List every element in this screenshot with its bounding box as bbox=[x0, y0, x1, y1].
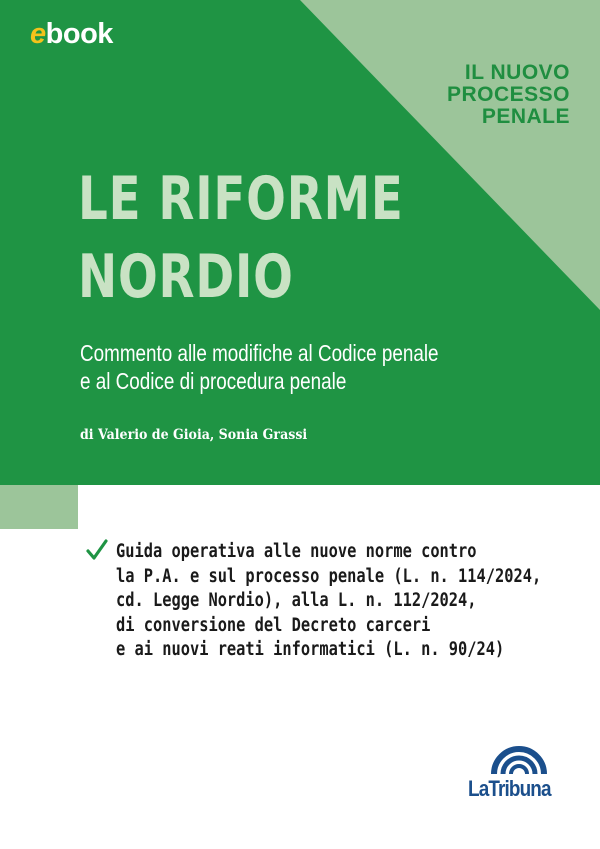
description-line-5: e ai nuovi reati informatici (L. n. 90/24) bbox=[116, 639, 505, 660]
check-mark-icon bbox=[86, 538, 108, 562]
publisher-name: LaTribuna bbox=[468, 776, 551, 801]
description-line-4: di conversione del Decreto carceri bbox=[116, 614, 431, 636]
book-title bbox=[78, 160, 404, 316]
title-line-2: NORDIO bbox=[78, 242, 294, 312]
subtitle-line-2: e al Codice di procedura penale bbox=[80, 368, 347, 394]
series-line-2: PROCESSO bbox=[446, 83, 570, 106]
book-subtitle bbox=[80, 339, 439, 395]
description bbox=[116, 540, 541, 663]
series-line-1: IL NUOVO bbox=[464, 61, 570, 84]
description-line-3: cd. Legge Nordio), alla L. n. 112/2024, bbox=[116, 590, 477, 611]
title-line-1: LE RIFORME bbox=[78, 164, 404, 234]
ebook-label-rest: book bbox=[45, 18, 113, 50]
series-title bbox=[447, 62, 570, 128]
description-line-2: la P.A. e sul processo penale (L. n. 114/2024, bbox=[116, 565, 542, 587]
authors: di Valerio de Gioia, Sonia Grassi bbox=[80, 427, 308, 443]
publisher-arc-icon bbox=[488, 738, 550, 776]
ebook-label-e: e bbox=[30, 18, 46, 50]
ebook-label bbox=[30, 20, 113, 49]
accent-strip bbox=[0, 485, 78, 529]
subtitle-line-1: Commento alle modifiche al Codice penale bbox=[80, 340, 439, 366]
publisher-logo bbox=[468, 738, 572, 802]
description-line-1: Guida operativa alle nuove norme contro bbox=[116, 541, 477, 562]
series-line-3: PENALE bbox=[481, 105, 570, 128]
